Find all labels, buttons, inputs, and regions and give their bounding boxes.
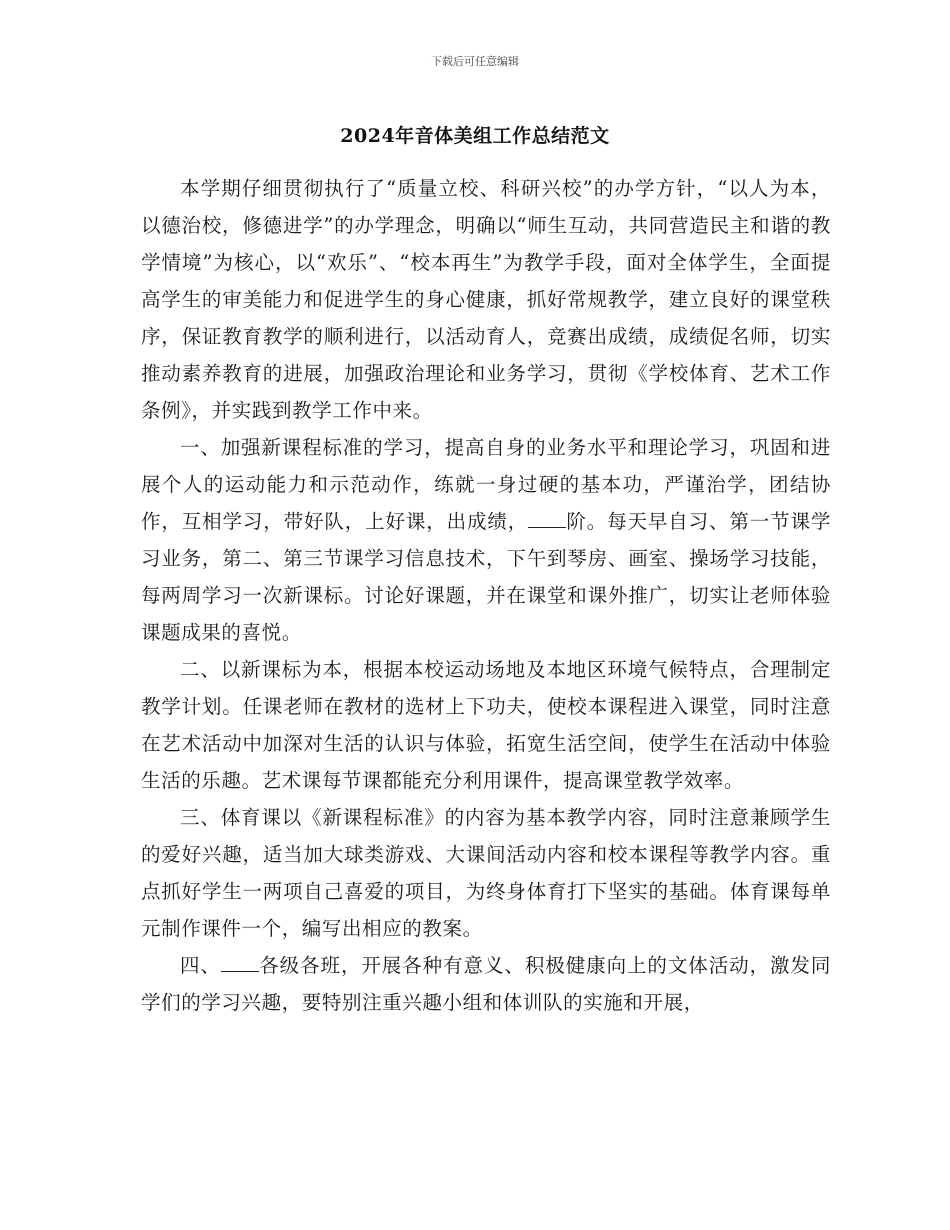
document-title: 2024年音体美组工作总结范文 [340, 125, 610, 147]
document-body [141, 170, 831, 1021]
paragraph-three: 三、体育课以《新课程标准》的内容为基本教学内容，同时注意兼顾学生的爱好兴趣，适当加大球类游戏、大课间活动内容和校本课程等教学内容。重点抓好学生一两项自己喜爱的项目，为终身体育打下坚实的基础。体育课每单元制作课件一个，编写出相应的教案。 [141, 806, 831, 940]
header-note: 下载后可任意编辑 [431, 55, 519, 68]
fill-blank [528, 509, 566, 528]
paragraph-one [141, 429, 831, 651]
paragraph-four [141, 947, 831, 1021]
paragraph-one-text-before: 一、加强新课程标准的学习，提高自身的业务水平和理论学习，巩固和进展个人的运动能力和示范动作，练就一身过硬的基本功，严谨治学，团结协作，互相学习，带好队，上好课，出成绩， [141, 436, 831, 533]
paragraph-intro: 本学期仔细贯彻执行了“质量立校、科研兴校”的办学方针，“以人为本，以德治校，修德进学”的办学理念，明确以“师生互动，共同营造民主和谐的教学情境”为核心，以“欢乐”、“校本再生”为教学手段，面对全体学生，全面提高学生的审美能力和促进学生的身心健康，抓好常规教学，建立良好的课堂秩序，保证教育教学的顺利进行，以活动育人，竞赛出成绩，成绩促名师，切实推动素养教育的进展，加强政治理论和业务学习，贯彻《学校体育、艺术工作条例》，并实践到教学工作中来。 [141, 177, 831, 422]
paragraph-four-text-after: 各级各班，开展各种有意义、积极健康向上的文体活动，激发同学们的学习兴趣，要特别注重兴趣小组和体训队的实施和开展， [141, 954, 831, 1014]
fill-blank [221, 953, 259, 972]
paragraph-four-text-before: 四、 [180, 954, 221, 977]
paragraph-two: 二、以新课标为本，根据本校运动场地及本地区环境气候特点，合理制定教学计划。任课老师在教材的选材上下功夫，使校本课程进入课堂，同时注意在艺术活动中加深对生活的认识与体验，拓宽生活空间，使学生在活动中体验生活的乐趣。艺术课每节课都能充分利用课件，提高课堂教学效率。 [141, 658, 831, 792]
paragraph-one-text-after: 阶。每天早自习、第一节课学习业务，第二、第三节课学习信息技术，下午到琴房、画室、操场学习技能，每两周学习一次新课标。讨论好课题，并在课堂和课外推广，切实让老师体验课题成果的喜悦。 [141, 510, 831, 644]
